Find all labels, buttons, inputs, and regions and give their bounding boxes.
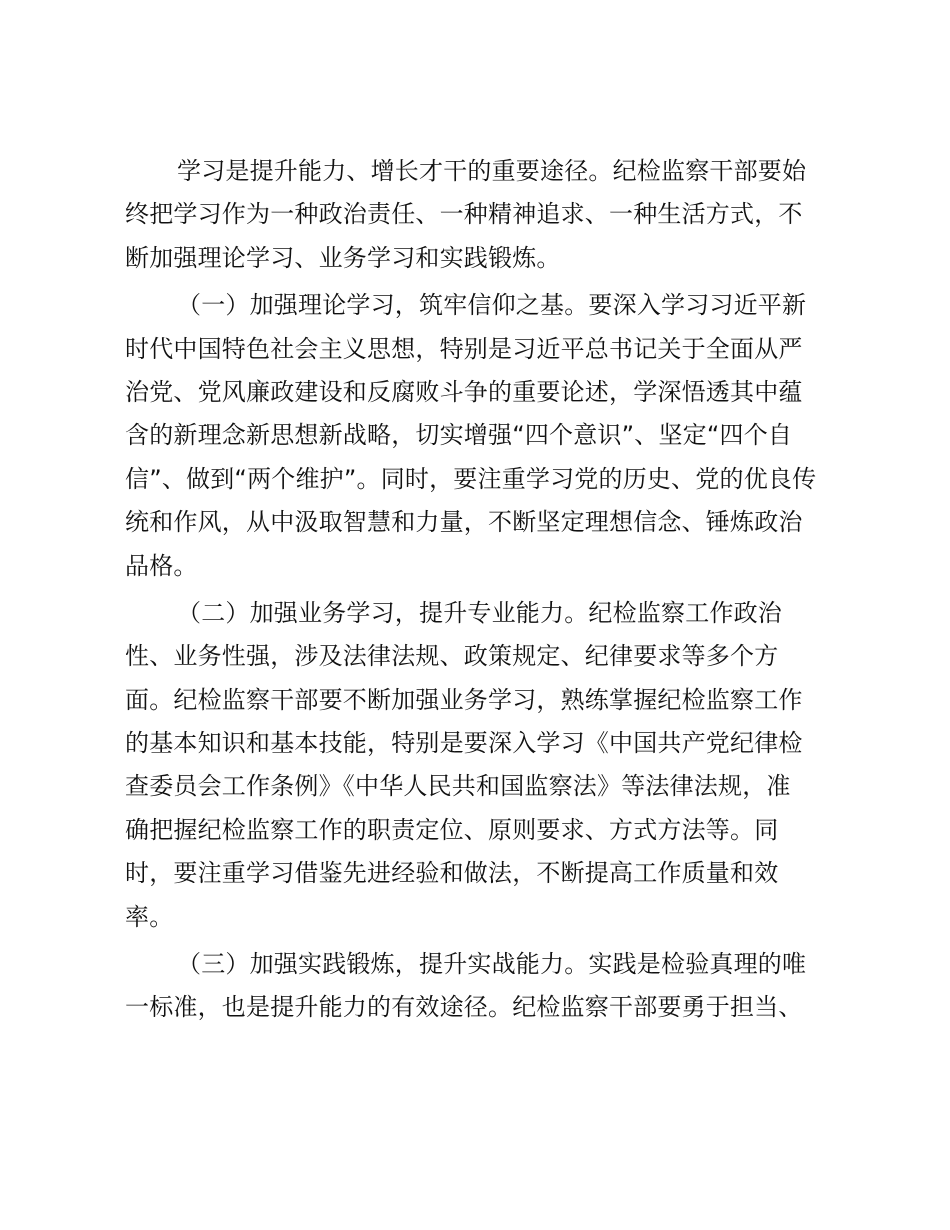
paragraph-practice bbox=[125, 943, 837, 1030]
text-line: 信”、做到“两个维护”。同时，要注重学习党的历史、党的优良传 bbox=[125, 464, 817, 493]
text-line: 含的新理念新思想新战略，切实增强“四个意识”、坚定“四个自 bbox=[125, 421, 793, 450]
text-line: 时代中国特色社会主义思想，特别是习近平总书记关于全面从严 bbox=[125, 334, 803, 363]
paragraph-intro bbox=[125, 150, 837, 280]
text-line: （一）加强理论学习，筑牢信仰之基。要深入学习习近平新 bbox=[177, 291, 807, 320]
text-line: 查委员会工作条例》《中华人民共和国监察法》等法律法规，准 bbox=[125, 772, 791, 801]
text-line: 面。纪检监察干部要不断加强业务学习，熟练掌握纪检监察工作 bbox=[125, 685, 803, 714]
text-line: 的基本知识和基本技能，特别是要深入学习《中国共产党纪律检 bbox=[125, 729, 803, 758]
text-line: 性、业务性强，涉及法律法规、政策规定、纪律要求等多个方 bbox=[125, 642, 779, 671]
paragraph-business-study bbox=[125, 592, 837, 939]
text-line: 终把学习作为一种政治责任、一种精神追求、一种生活方式，不 bbox=[125, 200, 803, 229]
text-line: （三）加强实践锻炼，提升实战能力。实践是检验真理的唯 bbox=[177, 950, 807, 979]
text-line: 品格。 bbox=[125, 551, 198, 580]
text-line: （二）加强业务学习，提升专业能力。纪检监察工作政治 bbox=[177, 598, 782, 627]
text-line: 断加强理论学习、业务学习和实践锻炼。 bbox=[125, 243, 561, 272]
paragraph-theory-study bbox=[125, 284, 837, 588]
text-line: 统和作风，从中汲取智慧和力量，不断坚定理想信念、锤炼政治 bbox=[125, 508, 803, 537]
text-line: 学习是提升能力、增长才干的重要途径。纪检监察干部要始 bbox=[177, 157, 807, 185]
document-body bbox=[125, 150, 837, 1030]
text-line: 确把握纪检监察工作的职责定位、原则要求、方式方法等。同 bbox=[125, 815, 779, 844]
text-line: 一标准，也是提升能力的有效途径。纪检监察干部要勇于担当、 bbox=[125, 993, 803, 1022]
text-line: 时，要注重学习借鉴先进经验和做法，不断提高工作质量和效 bbox=[125, 859, 779, 888]
text-line: 率。 bbox=[125, 902, 174, 931]
text-line: 治党、党风廉政建设和反腐败斗争的重要论述，学深悟透其中蕴 bbox=[125, 377, 803, 406]
